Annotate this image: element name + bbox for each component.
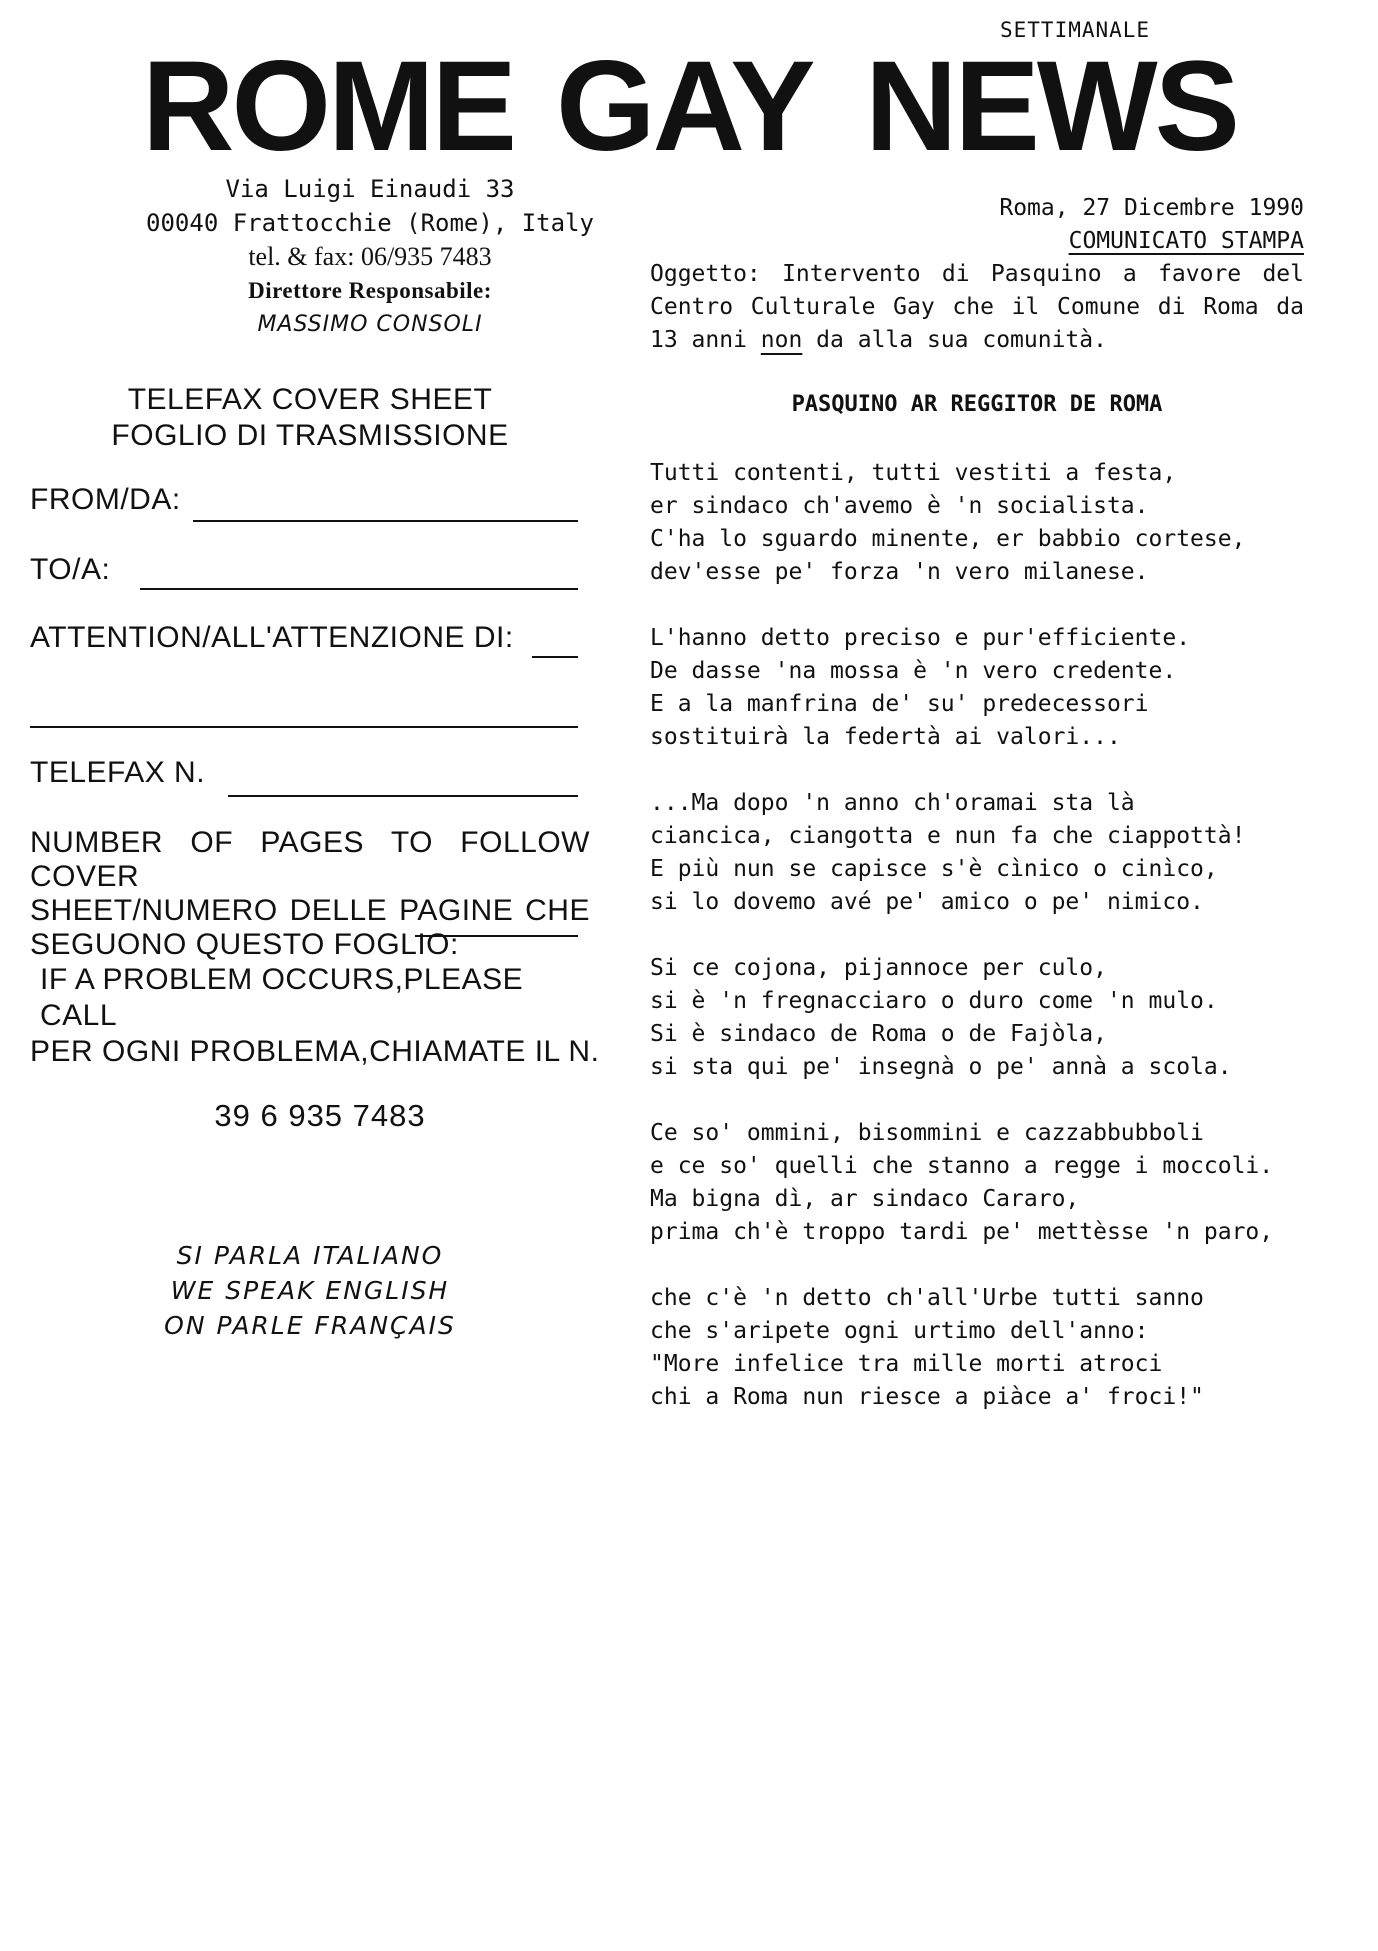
language-line: WE SPEAK ENGLISH xyxy=(170,1276,450,1305)
masthead-word: NEWS xyxy=(865,35,1237,178)
poem-line: si sta qui pe' insegnà o pe' annà a scola. xyxy=(650,1054,1232,1080)
telefax-line xyxy=(228,795,578,797)
subject-underlined-word: non xyxy=(760,327,803,353)
poem-stanza xyxy=(650,622,1330,754)
language-line: ON PARLE FRANÇAIS xyxy=(164,1311,456,1340)
phone-number: 39 6 935 7483 xyxy=(214,1098,426,1133)
poem-line: che s'aripete ogni urtimo dell'anno: xyxy=(650,1318,1149,1344)
masthead-word: ROME xyxy=(142,35,514,178)
poem-line: Ma bigna dì, ar sindaco Cararo, xyxy=(650,1186,1080,1212)
poem-line: si lo dovemo avé pe' amico o pe' nimico. xyxy=(650,889,1204,915)
subject-text: da alla sua comunità. xyxy=(802,327,1107,353)
poem-title: PASQUINO AR REGGITOR DE ROMA xyxy=(791,392,1163,417)
poem-line: E più nun se capisce s'è cìnico o cinìco, xyxy=(650,856,1218,882)
press-subject xyxy=(650,258,1304,357)
director-name: MASSIMO CONSOLI xyxy=(257,312,483,337)
to-label: TO/A: xyxy=(30,553,111,586)
dateline xyxy=(650,192,1304,258)
address-block xyxy=(130,172,610,342)
poem-line: chi a Roma nun riesce a piàce a' froci!" xyxy=(650,1384,1204,1410)
poem-line: Ce so' ommini, bisommini e cazzabbubboli xyxy=(650,1120,1204,1146)
telefax-label: TELEFAX N. xyxy=(30,756,206,789)
masthead xyxy=(130,35,1237,178)
poem-line: Si ce cojona, pijannoce per culo, xyxy=(650,955,1107,981)
fax-title xyxy=(80,382,540,454)
address-city: 00040 Frattocchie (Rome), Italy xyxy=(146,209,594,237)
pages-line: SEGUONO QUESTO FOGLIO: xyxy=(30,928,459,961)
poem-line: ...Ma dopo 'n anno ch'oramai sta là xyxy=(650,790,1135,816)
poem-line: e ce so' quelli che stanno a regge i moccoli. xyxy=(650,1153,1274,1179)
subject-line: Oggetto: Intervento di Pasquino a favore del xyxy=(650,261,1304,287)
poem-line: L'hanno detto preciso e pur'efficiente. xyxy=(650,625,1191,651)
poem-line: Tutti contenti, tutti vestiti a festa, xyxy=(650,460,1177,486)
poem-line: ciancica, ciangotta e nun fa che ciappottà! xyxy=(650,823,1246,849)
language-line: SI PARLA ITALIANO xyxy=(176,1241,444,1270)
weekly-label: SETTIMANALE xyxy=(1000,18,1151,42)
poem-line: De dasse 'na mossa è 'n vero credente. xyxy=(650,658,1177,684)
pages-line: SHEET/NUMERO DELLE PAGINE CHE xyxy=(30,894,590,927)
poem-line: sostituirà la federtà ai valori... xyxy=(650,724,1121,750)
from-label: FROM/DA: xyxy=(30,483,181,516)
pages-line-rule xyxy=(415,935,578,937)
poem-stanza xyxy=(650,952,1330,1084)
poem-stanza xyxy=(650,457,1330,589)
poem-line: prima ch'è troppo tardi pe' mettèsse 'n paro, xyxy=(650,1219,1274,1245)
fax-title-line: FOGLIO DI TRASMISSIONE xyxy=(111,419,509,452)
poem-line: si è 'n fregnacciaro o duro come 'n mulo. xyxy=(650,988,1218,1014)
address-telfax: tel. & fax: 06/935 7483 xyxy=(248,242,492,271)
masthead-word: GAY xyxy=(556,35,813,178)
fax-title-line: TELEFAX COVER SHEET xyxy=(127,383,493,416)
poem-stanza xyxy=(650,1282,1330,1414)
poem xyxy=(650,457,1330,1447)
poem-line: C'ha lo sguardo minente, er babbio cortese, xyxy=(650,526,1246,552)
poem-line: E a la manfrina de' su' predecessori xyxy=(650,691,1149,717)
attention-line xyxy=(532,656,578,658)
director-label: Direttore Responsabile: xyxy=(248,278,492,303)
problem-block xyxy=(30,962,600,1070)
press-label: COMUNICATO STAMPA xyxy=(1068,228,1304,254)
from-line xyxy=(193,520,578,522)
poem-line: che c'è 'n detto ch'all'Urbe tutti sanno xyxy=(650,1285,1204,1311)
attention-line-2 xyxy=(30,726,578,728)
subject-line: Centro Culturale Gay che il Comune di Roma da xyxy=(650,294,1304,320)
subject-line xyxy=(650,324,1304,357)
press-date: Roma, 27 Dicembre 1990 xyxy=(999,195,1304,221)
problem-line: IF A PROBLEM OCCURS,PLEASE CALL xyxy=(40,963,524,1032)
poem-line: "More infelice tra mille morti atroci xyxy=(650,1351,1163,1377)
problem-line: PER OGNI PROBLEMA,CHIAMATE IL N. xyxy=(30,1035,600,1068)
poem-stanza xyxy=(650,1117,1330,1249)
attention-label: ATTENTION/ALL'ATTENZIONE DI: xyxy=(30,621,514,654)
pages-block xyxy=(30,826,590,962)
poem-line: er sindaco ch'avemo è 'n socialista. xyxy=(650,493,1149,519)
poem-line: dev'esse pe' forza 'n vero milanese. xyxy=(650,559,1149,585)
poem-line: Si è sindaco de Roma o de Fajòla, xyxy=(650,1021,1107,1047)
address-street: Via Luigi Einaudi 33 xyxy=(225,175,515,203)
poem-stanza xyxy=(650,787,1330,919)
to-line xyxy=(140,588,578,590)
subject-text: 13 anni xyxy=(650,327,761,353)
pages-line: NUMBER OF PAGES TO FOLLOW COVER xyxy=(30,826,590,893)
languages-block xyxy=(120,1238,500,1343)
